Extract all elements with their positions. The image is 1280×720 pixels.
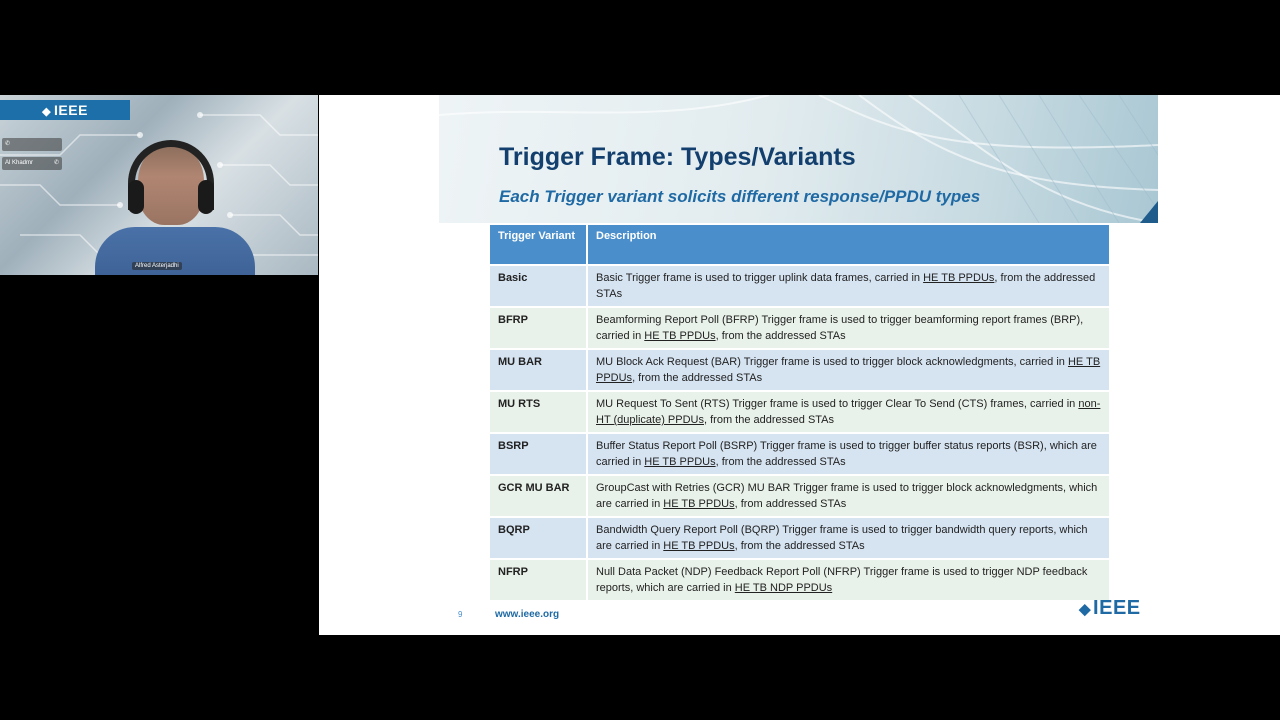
table-row (490, 434, 1109, 474)
description-cell (588, 350, 1109, 390)
ppdu-type-link: HE TB PPDUs (644, 330, 716, 342)
headphone-left-cup (128, 180, 144, 214)
ieee-diamond-icon: ◆ (1079, 601, 1092, 618)
description-suffix: , from the addressed STAs (704, 414, 835, 426)
description-text: GroupCast with Retries (GCR) MU BAR Trigger frame is used to trigger block acknowledgments, which are carried in (596, 482, 1098, 510)
slide-title: Trigger Frame: Types/Variants (499, 143, 856, 171)
header-description: Description (588, 225, 1109, 264)
description-cell (588, 392, 1109, 432)
description-suffix: , from the addressed STAs (632, 372, 763, 384)
table-row (490, 518, 1109, 558)
description-text: Null Data Packet (NDP) Feedback Report Poll (NFRP) Trigger frame is used to trigger NDP feedback reports, which are carried in (596, 566, 1088, 594)
webcam-video (0, 95, 318, 275)
description-suffix: , from the addressed STAs (715, 330, 846, 342)
table-row (490, 308, 1109, 348)
description-suffix: , from the addressed STAs (596, 272, 1096, 300)
variant-cell: GCR MU BAR (490, 476, 588, 516)
ppdu-type-link: non-HT (duplicate) PPDUs (596, 398, 1101, 426)
presentation-slide (319, 95, 1280, 635)
headphone-right-cup (198, 180, 214, 214)
participant-name-tag: Alfred Asterjadhi (132, 262, 182, 270)
ieee-footer-logo (1079, 597, 1141, 620)
ppdu-type-link: HE TB NDP PPDUs (734, 582, 833, 594)
header-trigger-variant: Trigger Variant (490, 225, 588, 264)
call-status-pill (2, 138, 62, 151)
ppdu-type-link: HE TB PPDUs (663, 540, 735, 552)
banner-corner-accent (1140, 201, 1158, 223)
description-cell (588, 518, 1109, 558)
variant-cell: NFRP (490, 560, 588, 600)
description-cell (588, 266, 1109, 306)
variant-cell: BFRP (490, 308, 588, 348)
description-text: Bandwidth Query Report Poll (BQRP) Trigger frame is used to trigger bandwidth query reports, which are carried in (596, 524, 1088, 552)
table-row (490, 266, 1109, 306)
variant-cell: MU RTS (490, 392, 588, 432)
description-suffix: , from addressed STAs (734, 498, 847, 510)
table-header-row (490, 225, 1109, 264)
ieee-logo-text: IEEE (54, 102, 88, 118)
footer-url: www.ieee.org (495, 609, 560, 620)
description-cell (588, 308, 1109, 348)
ppdu-type-link: HE TB PPDUs (663, 498, 735, 510)
ppdu-type-link: HE TB PPDUs (596, 356, 1101, 384)
description-text: Beamforming Report Poll (BFRP) Trigger frame is used to trigger beamforming report frames (BRP), carried in (596, 314, 1084, 342)
description-text: MU Block Ack Request (BAR) Trigger frame is used to trigger block acknowledgments, carried in (596, 356, 1068, 368)
variant-cell: Basic (490, 266, 588, 306)
ppdu-type-link: HE TB PPDUs (644, 456, 716, 468)
slide-page-number: 9 (458, 610, 463, 619)
description-cell (588, 434, 1109, 474)
table-row (490, 476, 1109, 516)
description-cell (588, 476, 1109, 516)
description-cell (588, 560, 1109, 600)
trigger-variants-table (490, 223, 1109, 602)
description-suffix: , from the addressed STAs (734, 540, 865, 552)
phone-icon: ✆ (53, 160, 59, 166)
variant-cell: MU BAR (490, 350, 588, 390)
table-row (490, 560, 1109, 600)
variant-cell: BSRP (490, 434, 588, 474)
ieee-footer-logo-text: IEEE (1093, 597, 1141, 619)
slide-banner (439, 95, 1158, 223)
variant-cell: BQRP (490, 518, 588, 558)
ieee-logo-badge (0, 100, 130, 120)
call-label: Al Khadmr (5, 160, 34, 166)
description-text: MU Request To Sent (RTS) Trigger frame is used to trigger Clear To Send (CTS) frames, carried in (596, 398, 1079, 410)
description-suffix: , from the addressed STAs (715, 456, 846, 468)
ppdu-type-link: HE TB PPDUs (923, 272, 995, 284)
slide-subtitle: Each Trigger variant solicits different response/PPDU types (499, 187, 981, 206)
ieee-diamond-icon: ◆ (42, 106, 52, 118)
description-text: Buffer Status Report Poll (BSRP) Trigger frame is used to trigger buffer status reports (BSR), which are carried in (596, 440, 1097, 468)
description-text: Basic Trigger frame is used to trigger uplink data frames, carried in (596, 272, 924, 284)
table-row (490, 392, 1109, 432)
phone-icon: ✆ (5, 141, 11, 147)
call-info-pill (2, 157, 62, 170)
table-row (490, 350, 1109, 390)
